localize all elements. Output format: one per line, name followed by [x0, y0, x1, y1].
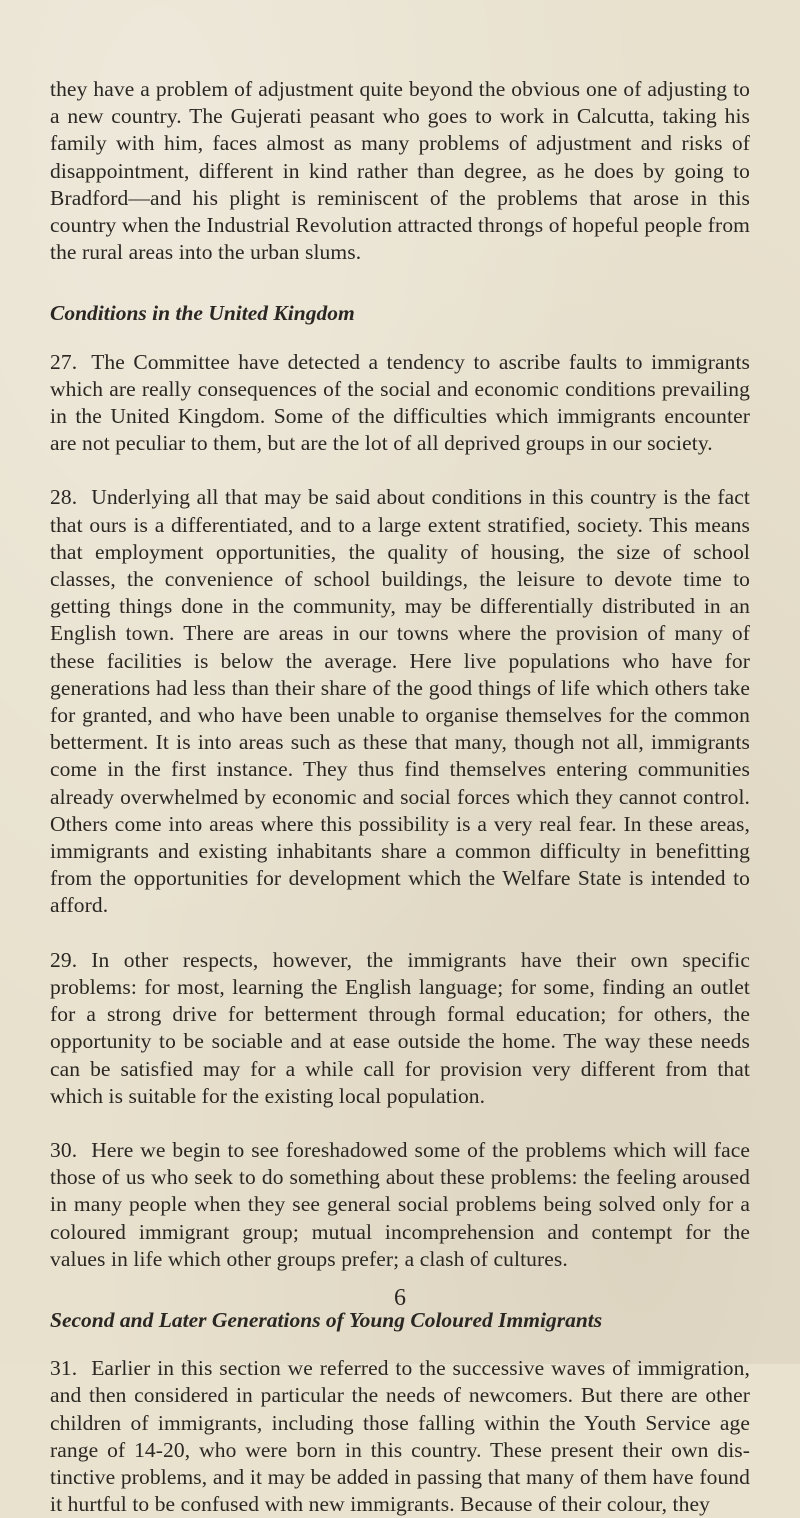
paragraph-spacer [50, 457, 750, 484]
page-number: 6 [394, 1285, 406, 1311]
paragraph-number: 28. [50, 485, 78, 510]
paragraph-text: The Committee have detected a tendency to ascribe faults to immigrants which are really consequences of the social and economic conditions prevailing in the United Kingdom. Some of the difficulties which immigrants encounter are not peculiar to them, but are the lot of all deprived groups in our society. [50, 349, 750, 456]
paragraph-text: In other respects, however, the immigrants have their own specific problems: for most, learning the English language; for some, finding an outlet for a strong drive for betterment through formal education; for others, the opportunity to be sociable and at ease outside the home. The way these needs can be satisfied may for a while call for provision very different from that which is suitable for the existing local population. [50, 947, 750, 1108]
section-heading-conditions: Conditions in the United Kingdom [50, 301, 355, 326]
paragraph-spacer [50, 1110, 750, 1137]
paragraph-31 [50, 1355, 750, 1518]
section-heading-second-generations: Second and Later Generations of Young Coloured Immigrants [50, 1307, 603, 1332]
paragraph-text: Here we begin to see foreshadowed some of the problems which will face those of us who seek to do something about these problems: the feeling aroused in many people when they see general social problems being solved only for a coloured immigrant group; mutual incomprehension and contempt for the values in life which other groups prefer; a clash of cultures. [50, 1137, 750, 1271]
paragraph-text: Earlier in this section we referred to the successive waves of immigration, and then considered in particular the needs of newcomers. But there are other children of immigrants, including those falling within the Youth Service age range of 14-20, who were born in this country. These present their own dis-tinctive problems, and it may be added in passing that many of them have found it hurtful to be confused with new immigrants. Because of their colour, they [50, 1356, 750, 1517]
paragraph-number: 31. [50, 1356, 78, 1381]
paragraph-number: 30. [50, 1137, 78, 1162]
paragraph-27 [50, 349, 750, 458]
intro-paragraph: they have a problem of adjustment quite beyond the obvious one of adjusting to a new country. The Gujerati peasant who goes to work in Calcutta, taking his family with him, faces almost as many problems of adjustment and risks of disappointment, different in kind rather than degree, as he does by going to Bradford—and his plight is reminiscent of the problems that arose in this country when the Industrial Revolution attracted throngs of hopeful people from the rural areas into the urban slums. [50, 77, 750, 265]
paragraph-text: Underlying all that may be said about conditions in this country is the fact that ours is a differentiated, and to a large extent stratified, society. This means that employment opportunities, the quality of housing, the size of school classes, the convenience of school buildings, the leisure to devote time to getting things done in the community, may be differentially distributed in an English town. There are areas in our towns where the provision of many of these facilities is below the average. Here live populations who have for generations had less than their share of the good things of life which others take for granted, and who have been unable to organise themselves for the common betterment. It is into areas such as these that many, though not all, immigrants come in the first instance. They thus find themselves entering communities already overwhelmed by economic and social forces which they cannot control. Others come into areas where this possibility is a very real fear. In these areas, immigrants and existing inhabitants share a common difficulty in benefitting from the opportunities for development which the Welfare State is intended to afford. [50, 485, 750, 918]
paragraph-number: 29. [50, 947, 78, 972]
paragraph-30 [50, 1137, 750, 1273]
paragraph-28 [50, 484, 750, 919]
paragraph-29 [50, 947, 750, 1110]
paragraph-number: 27. [50, 349, 78, 374]
paragraph-spacer [50, 920, 750, 947]
